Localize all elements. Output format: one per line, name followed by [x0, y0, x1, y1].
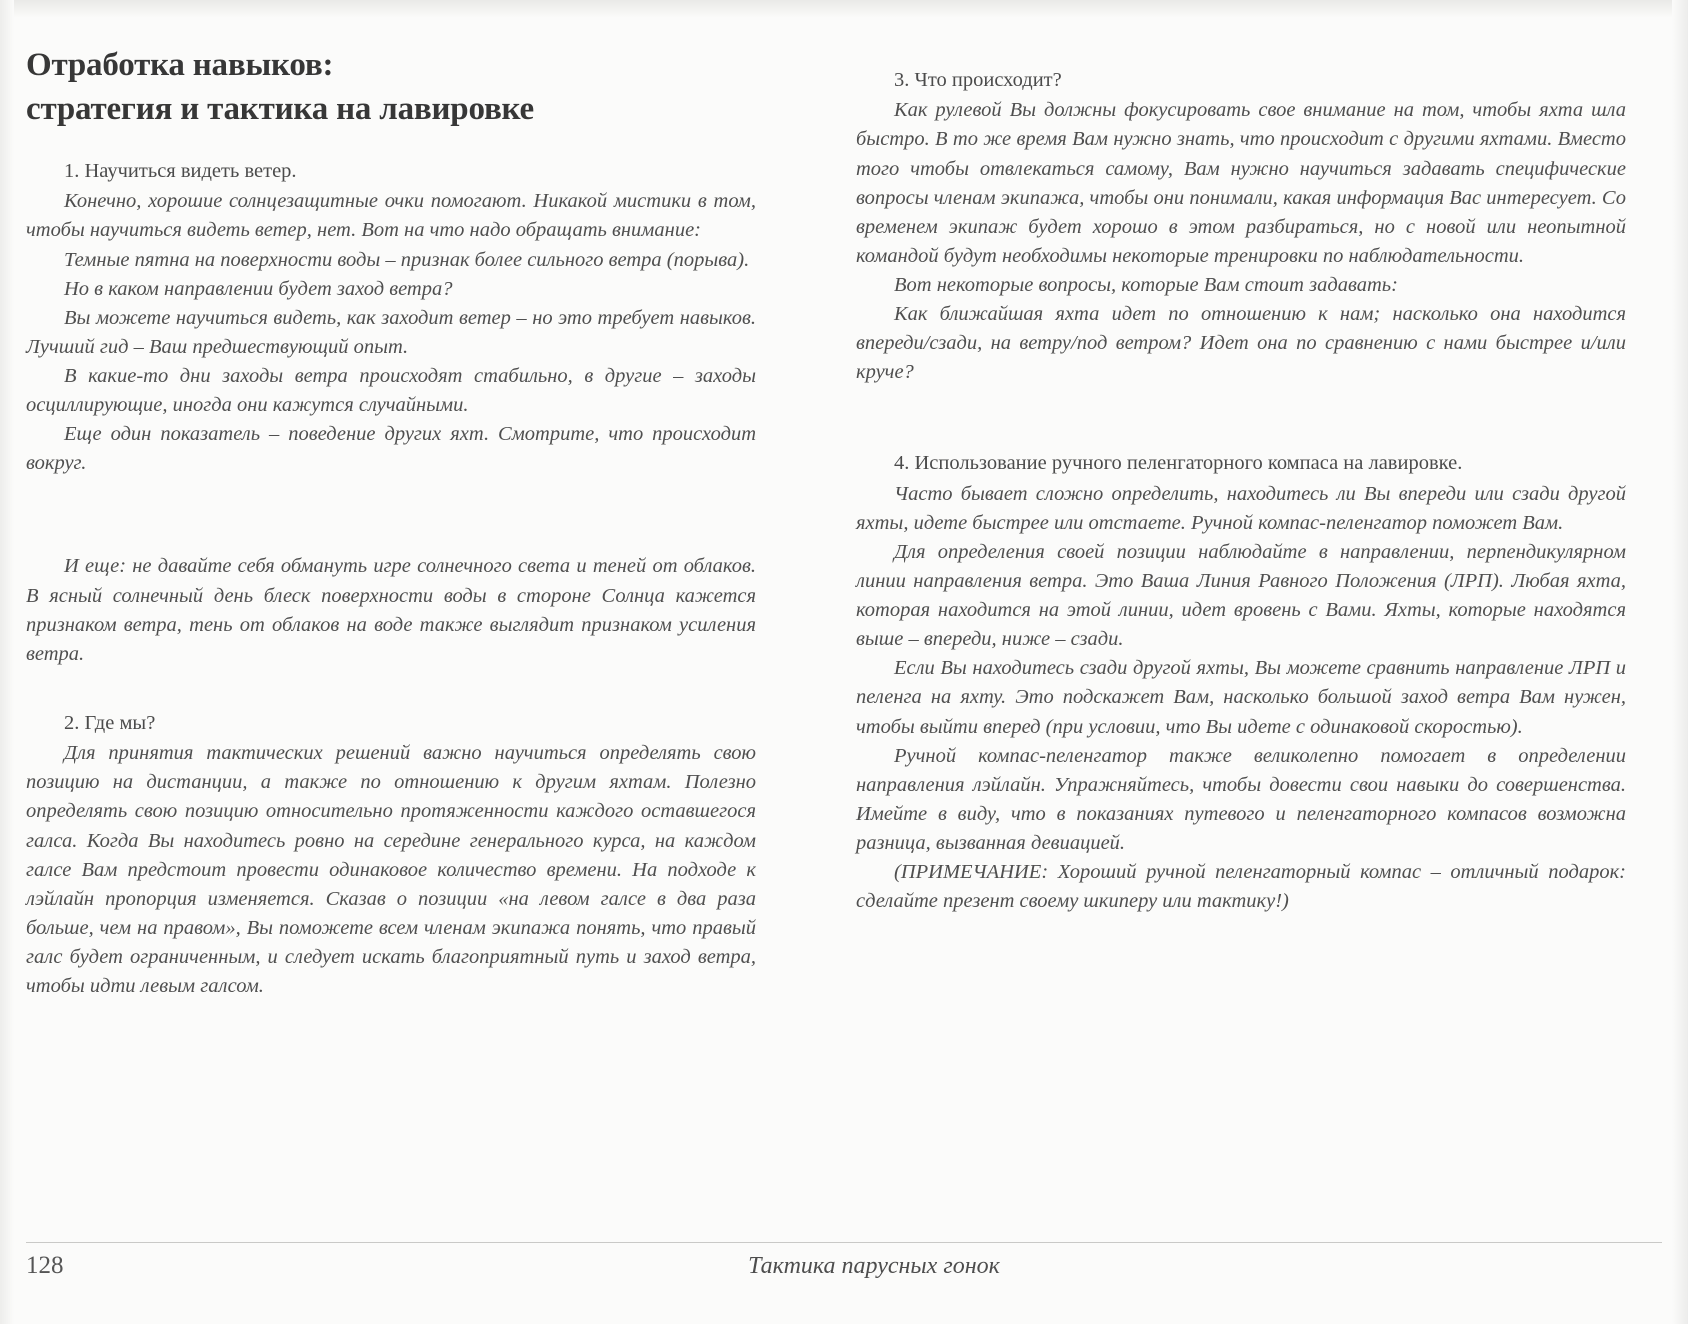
- paragraph: Часто бывает сложно определить, находитесь ли Вы впереди или сзади другой яхты, идете быстрее или отстаете. Ручной компас-пеленгатор поможет Вам.: [856, 482, 1626, 534]
- paragraph: Еще один показатель – поведение других яхт. Смотрите, что происходит вокруг.: [26, 423, 756, 475]
- scan-edge-right: [1672, 0, 1688, 1324]
- two-column-layout: [26, 44, 1666, 1001]
- page-content: [26, 44, 1666, 1134]
- section-heading-4: 4. Использование ручного пеленгаторного компаса на лавировке.: [894, 452, 1463, 475]
- paragraph: Для принятия тактических решений важно научиться определять свою позицию на дистанции, а также по отношению к другим яхтам. Полезно определять свою позицию относительно протяженности каждого оставшегося галса. Когда Вы находитесь ровно на середине генерального курса, на каждом галсе Вам предстоит провести одинаковое количество времени. На подходе к лэйлайн пропорция изменяется. Сказав о позиции «на левом галсе в два раза больше, чем на правом», Вы поможете всем членам экипажа понять, что правый галс будет ограниченным, и следует искать благоприятный путь и заход ветра, чтобы идти левым галсом.: [26, 742, 756, 998]
- paragraph-note: (ПРИМЕЧАНИЕ: Хороший ручной пеленгаторный компас – отличный подарок: сделайте презент своему шкиперу или тактику!): [856, 861, 1626, 913]
- right-column: [856, 44, 1626, 916]
- footer-content: [26, 1252, 1662, 1280]
- paragraph-spacer: [856, 387, 1626, 449]
- section-heading-3: 3. Что происходит?: [894, 69, 1062, 91]
- paragraph: Как ближайшая яхта идет по отношению к нам; насколько она находится впереди/сзади, на ветру/под ветром? Идет она по сравнению с нами быстрее и/или круче?: [856, 303, 1626, 384]
- paragraph: Темные пятна на поверхности воды – признак более сильного ветра (порыва).: [64, 248, 750, 271]
- scan-edge-left: [0, 0, 14, 1324]
- page-footer: [26, 1242, 1662, 1282]
- footer-divider: [26, 1242, 1662, 1243]
- scan-edge-top: [0, 0, 1688, 18]
- paragraph: Конечно, хорошие солнцезащитные очки помогают. Никакой мистики в том, чтобы научиться видеть ветер, нет. Вот на что надо обращать внимание:: [26, 190, 756, 242]
- running-title: Тактика парусных гонок: [748, 1253, 1000, 1279]
- page-title: [26, 44, 756, 131]
- paragraph: Но в каком направлении будет заход ветра?: [64, 277, 453, 300]
- page-title-line-1: Отработка навыков:: [26, 47, 334, 83]
- paragraph: Вот некоторые вопросы, которые Вам стоит задавать:: [894, 273, 1398, 296]
- paragraph-spacer: [26, 669, 756, 709]
- section-heading-2: 2. Где мы?: [64, 711, 156, 734]
- page-number: 128: [26, 1252, 64, 1279]
- paragraph: Ручной компас-пеленгатор также великолепно помогает в определении направления лэйлайн. Упражняйтесь, чтобы довести свои навыки до совершенства. Имейте в виду, что в показаниях путевого и пеленгаторного компасов возможна разница, вызванная девиацией.: [856, 744, 1626, 854]
- paragraph: Для определения своей позиции наблюдайте в направлении, перпендикулярном линии направления ветра. Это Ваша Линия Равного Положения (ЛРП). Любая яхта, которая находится на этой линии, идет вровень с Вами. Яхты, которые находятся выше – впереди, ниже – сзади.: [856, 540, 1626, 651]
- paragraph: Если Вы находитесь сзади другой яхты, Вы можете сравнить направление ЛРП и пеленга на яхту. Это подскажет Вам, насколько большой заход ветра Вам нужен, чтобы выйти вперед (при условии, что Вы идете с одинаковой скоростью).: [856, 657, 1626, 738]
- paragraph-sunlight: И еще: не давайте себя обмануть игре солнечного света и теней от облаков. В ясный солнечный день блеск поверхности воды в стороне Солнца кажется признаком ветра, тень от облаков на воде также выглядит признаком усиления ветра.: [26, 555, 756, 665]
- paragraph: Как рулевой Вы должны фокусировать свое внимание на том, чтобы яхта шла быстро. В то же время Вам нужно знать, что происходит с другими яхтами. Вместо того чтобы отвлекаться самому, Вам нужно научиться задавать специфические вопросы членам экипажа, чтобы они понимали, какая информация Вас интересует. Со временем экипаж будет хорошо в этом разбираться, но с новой или неопытной командой будут необходимы некоторые тренировки по наблюдательности.: [856, 99, 1626, 267]
- page-title-line-2: стратегия и тактика на лавировке: [26, 90, 535, 127]
- section-heading-1: 1. Научиться видеть ветер.: [64, 160, 297, 183]
- paragraph: Вы можете научиться видеть, как заходит ветер – но это требует навыков. Лучший гид – Ваш предшествующий опыт.: [26, 306, 756, 358]
- paragraph: В какие-то дни заходы ветра происходят стабильно, в другие – заходы осциллирующие, иногда они кажутся случайными.: [26, 365, 756, 417]
- left-column: [26, 44, 756, 1001]
- paragraph-spacer: [26, 478, 756, 552]
